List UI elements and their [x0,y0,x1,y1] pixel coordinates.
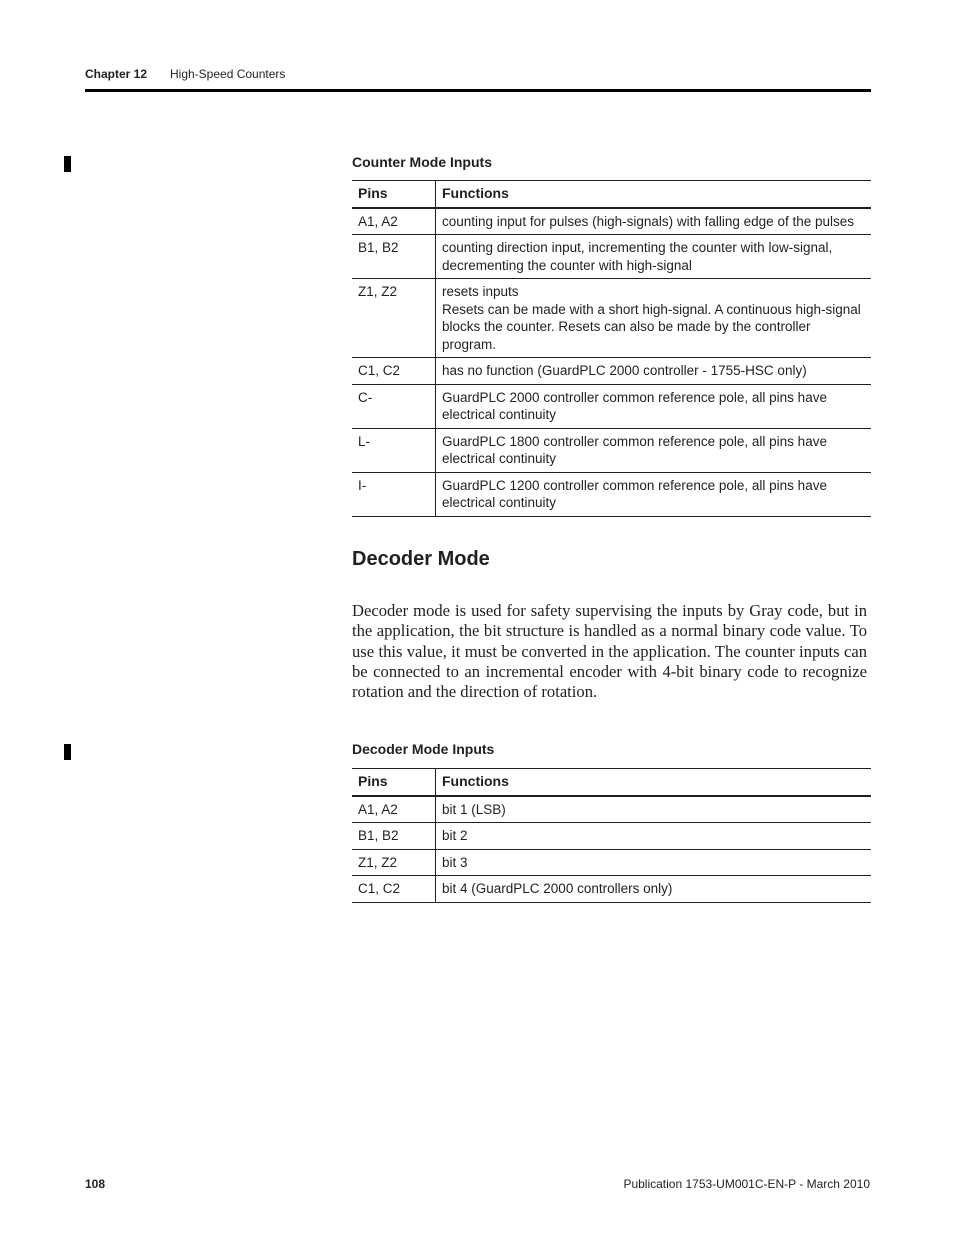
function-cell: GuardPLC 1800 controller common reference pole, all pins have electrical continuity [436,428,872,472]
table-header-row [352,769,871,796]
counter-table-title: Counter Mode Inputs [352,154,492,170]
pin-cell: Z1, Z2 [352,279,436,358]
chapter-title: High-Speed Counters [170,67,286,81]
pin-cell: I- [352,472,436,516]
pin-cell: B1, B2 [352,823,436,850]
pin-cell: B1, B2 [352,235,436,279]
section-heading-decoder-mode: Decoder Mode [352,548,490,570]
counter-mode-inputs-table [352,180,871,517]
pin-cell: C1, C2 [352,358,436,385]
pin-cell: C- [352,384,436,428]
decoder-table-title: Decoder Mode Inputs [352,741,495,757]
table-row [352,384,871,428]
table-row [352,876,871,903]
column-header-pins: Pins [352,769,436,796]
function-cell: counting direction input, incrementing the counter with low-signal, decrementing the counter with high-signal [436,235,872,279]
decoder-mode-inputs-table [352,768,871,903]
function-cell: resets inputs Resets can be made with a short high-signal. A continuous high-signal blocks the counter. Resets can also be made by the controller program. [436,279,872,358]
table-row [352,279,871,358]
header-rule [85,89,871,92]
table-row [352,208,871,235]
publication-info: Publication 1753-UM001C-EN-P - March 2010 [623,1177,870,1191]
pin-cell: A1, A2 [352,208,436,235]
function-cell: GuardPLC 1200 controller common reference pole, all pins have electrical continuity [436,472,872,516]
change-bar [64,744,71,760]
running-header [85,66,285,82]
table-row [352,235,871,279]
change-bar [64,156,71,172]
column-header-functions: Functions [436,769,872,796]
function-cell: has no function (GuardPLC 2000 controller - 1755-HSC only) [436,358,872,385]
pin-cell: L- [352,428,436,472]
function-cell: bit 4 (GuardPLC 2000 controllers only) [436,876,872,903]
table-row [352,823,871,850]
page-number: 108 [85,1177,106,1191]
table-row [352,849,871,876]
table-row [352,472,871,516]
pin-cell: Z1, Z2 [352,849,436,876]
column-header-functions: Functions [436,181,872,208]
column-header-pins: Pins [352,181,436,208]
table-header-row [352,181,871,208]
table-row [352,428,871,472]
chapter-label: Chapter 12 [85,67,148,81]
decoder-mode-paragraph: Decoder mode is used for safety supervising the inputs by Gray code, but in the application, the bit structure is handled as a normal binary code value. To use this value, it must be converted in the application. The counter inputs can be connected to an incremental encoder with 4-bit binary code to recognize rotation and the direction of rotation. [352,601,867,702]
function-cell: counting input for pulses (high-signals) with falling edge of the pulses [436,208,872,235]
table-row [352,796,871,823]
function-cell: bit 2 [436,823,872,850]
table-row [352,358,871,385]
function-cell: GuardPLC 2000 controller common reference pole, all pins have electrical continuity [436,384,872,428]
function-cell: bit 1 (LSB) [436,796,872,823]
pin-cell: C1, C2 [352,876,436,903]
function-cell: bit 3 [436,849,872,876]
pin-cell: A1, A2 [352,796,436,823]
